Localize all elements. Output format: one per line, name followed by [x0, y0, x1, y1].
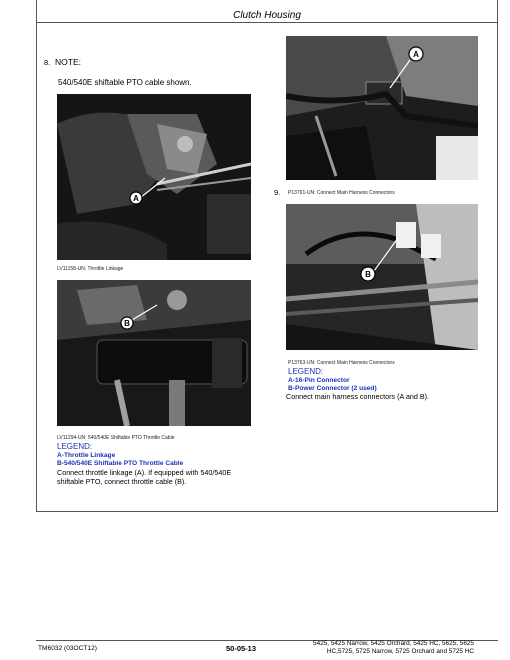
step9-legend-item-a: A-16-Pin Connector — [288, 377, 350, 384]
model-list — [313, 640, 474, 656]
throttle-linkage-photo — [57, 94, 251, 260]
step-9-number: 9. — [274, 188, 281, 197]
main-harness-connector-photo-a — [286, 36, 478, 180]
step8-legend-item-b: B-540/540E Shiftable PTO Throttle Cable — [57, 460, 184, 467]
page-number: 50-05-13 — [226, 644, 257, 653]
step8-instruction-line2: shiftable PTO, connect throttle cable (B). — [57, 477, 187, 486]
figure-caption-throttle-linkage: LV11158-UN: Throttle Linkage — [57, 266, 124, 272]
callout-a-step8: A — [133, 194, 139, 203]
step9-legend-title: LEGEND: — [288, 367, 324, 376]
step8-legend-title: LEGEND: — [57, 442, 93, 451]
main-harness-connector-photo-b — [286, 204, 478, 350]
document-code: TM6032 (03OCT12) — [38, 645, 97, 652]
pto-throttle-cable-photo — [57, 280, 251, 426]
figure-caption-harness-b: P13763-UN: Connect Main Harness Connectors — [288, 360, 395, 366]
callout-b-step9: B — [365, 270, 371, 279]
step8-legend-item-a: A-Throttle Linkage — [57, 452, 116, 459]
note-text: 540/540E shiftable PTO cable shown. — [58, 78, 192, 87]
model-list-line2: HC,5725, 5725 Narrow, 5725 Orchard and 5725 HC — [326, 648, 474, 655]
note-label: NOTE: — [55, 57, 81, 67]
model-list-line1: 5425, 5425 Narrow, 5425 Orchard, 5425 HC, 5625, 5625 — [313, 640, 474, 647]
callout-b-step8: B — [124, 319, 130, 328]
step8-instruction-line1: Connect throttle linkage (A). If equipped with 540/540E — [57, 468, 232, 477]
header-divider — [36, 22, 498, 23]
figure-caption-harness-a: P13761-UN: Connect Main Harness Connectors — [288, 190, 395, 196]
step-8-number: 8. — [44, 58, 51, 67]
section-title: Clutch Housing — [233, 10, 301, 21]
step9-legend-item-b: B-Power Connector (2 used) — [288, 385, 377, 392]
figure-caption-pto-cable: LV11294-UN: 540/540E Shiftable PTO Throttle Cable — [57, 435, 175, 441]
callout-a-step9: A — [413, 50, 419, 59]
step9-instruction: Connect main harness connectors (A and B). — [286, 392, 430, 401]
